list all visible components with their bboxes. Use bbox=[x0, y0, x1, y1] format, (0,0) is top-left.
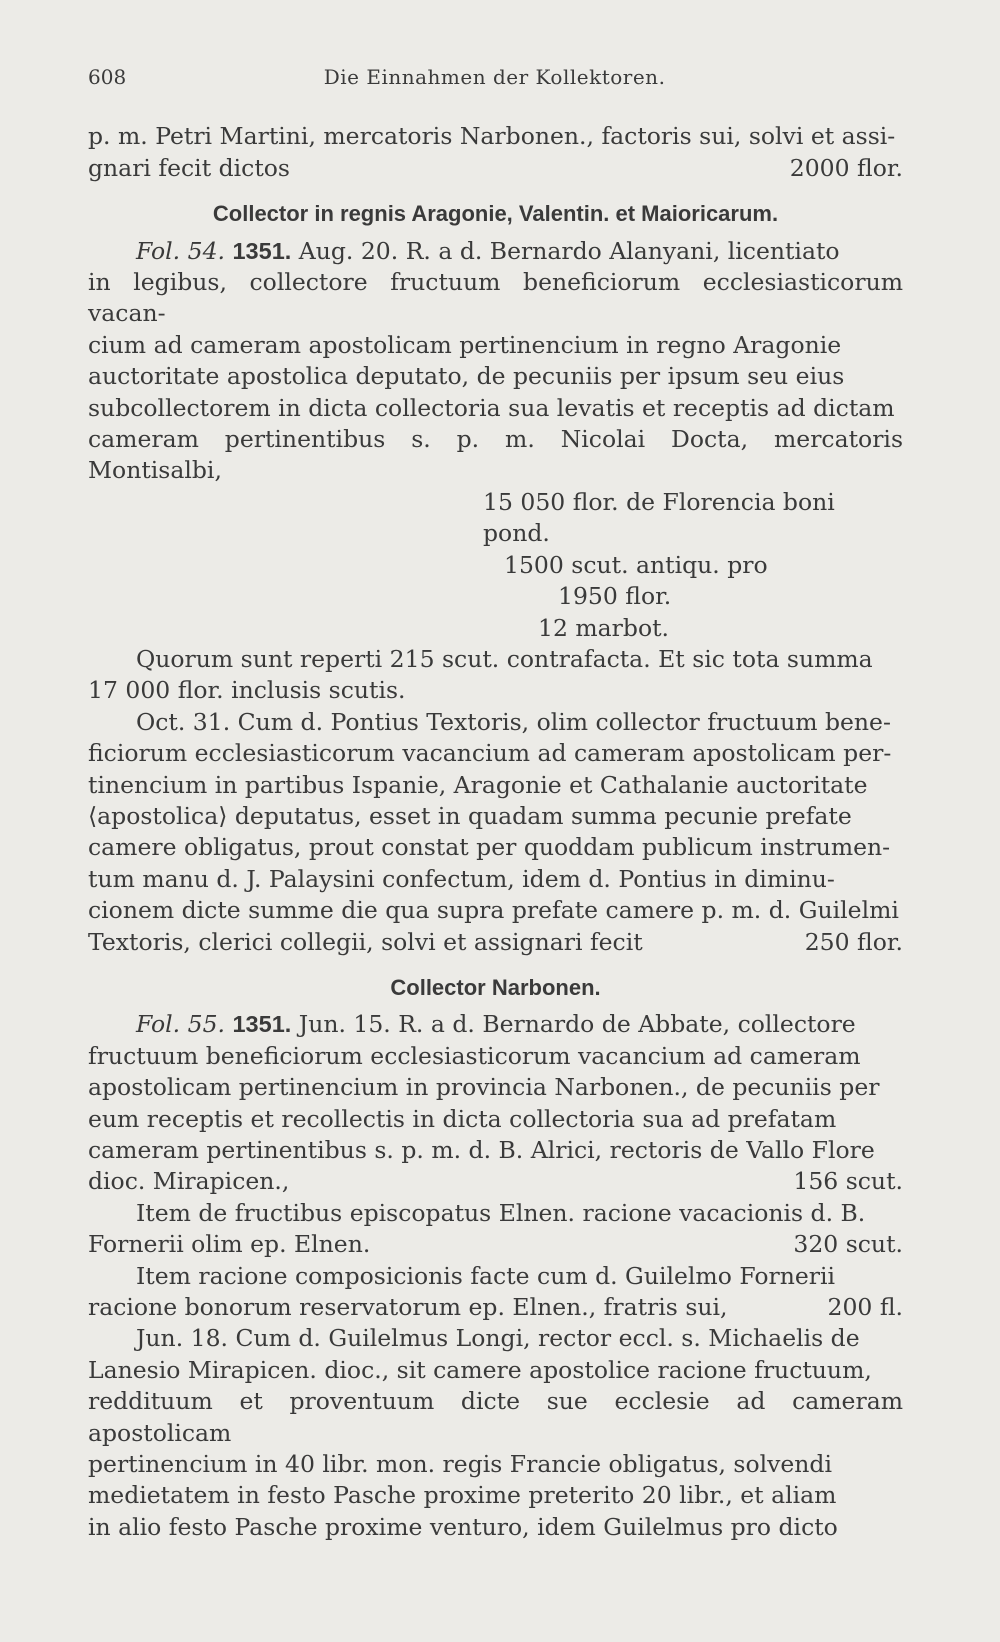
text-line: Item racione composicionis facte cum d. Guilelmo Fornerii bbox=[136, 1261, 836, 1290]
intro-line: p. m. Petri Martini, mercatoris Narbonen., factoris sui, solvi et assi- bbox=[88, 122, 896, 151]
sum-row: Textoris, clerici collegii, solvi et assignari fecit 250 flor. bbox=[88, 927, 903, 958]
text-line: 17 000 flor. inclusis scutis. bbox=[88, 676, 406, 705]
text-line: Lanesio Mirapicen. dioc., sit camere apostolice racione fructuum, bbox=[88, 1355, 872, 1384]
sum-line: 15 050 flor. de Florencia boni pond. bbox=[483, 487, 835, 548]
amount: 320 scut. bbox=[793, 1230, 903, 1259]
amount: 2000 flor. bbox=[789, 153, 903, 182]
text-line: ⟨apostolica⟩ deputatus, esset in quadam summa pecunie prefate bbox=[88, 801, 852, 830]
sum-row: Fornerii olim ep. Elnen. 320 scut. bbox=[88, 1229, 903, 1260]
text-line: tinencium in partibus Ispanie, Aragonie et Cathalanie auctoritate bbox=[88, 770, 868, 799]
page-header bbox=[88, 62, 903, 93]
text-line: medietatem in festo Pasche proxime preterito 20 libr., et aliam bbox=[88, 1481, 837, 1510]
text-line: Jun. 18. Cum d. Guilelmus Longi, rector eccl. s. Michaelis de bbox=[136, 1324, 860, 1353]
text-line: Item de fructibus episcopatus Elnen. racione vacacionis d. B. bbox=[136, 1198, 866, 1227]
text-line: cionem dicte summe die qua supra prefate camere p. m. d. Guilelmi bbox=[88, 896, 899, 925]
amount: 250 flor. bbox=[804, 927, 903, 956]
amount: 200 fl. bbox=[827, 1293, 903, 1322]
text-line: subcollectorem in dicta collectoria sua levatis et receptis ad dictam bbox=[88, 393, 895, 422]
text-line: cameram pertinentibus s. p. m. Nicolai Docta, mercatoris Montisalbi, bbox=[88, 425, 903, 485]
section-heading-aragonie: Collector in regnis Aragonie, Valentin. et Maioricarum. bbox=[212, 201, 779, 227]
text-line: apostolicam pertinencium in provincia Narbonen., de pecuniis per bbox=[88, 1073, 880, 1102]
text-line: cium ad cameram apostolicam pertinencium in regno Aragonie bbox=[88, 330, 842, 359]
text-line: pertinencium in 40 libr. mon. regis Francie obligatus, solvendi bbox=[88, 1450, 832, 1479]
sum-line: 12 marbot. bbox=[538, 613, 670, 642]
amount: 156 scut. bbox=[793, 1167, 903, 1196]
folio-ref: Fol. 55. bbox=[136, 1010, 225, 1039]
text-line: Oct. 31. Cum d. Pontius Textoris, olim collector fructuum bene- bbox=[136, 707, 891, 736]
sum-row: dioc. Mirapicen., 156 scut. bbox=[88, 1166, 903, 1197]
section-heading-narbonen: Collector Narbonen. bbox=[390, 974, 601, 1000]
page-content bbox=[88, 62, 903, 1543]
sum-line: 1950 flor. bbox=[558, 582, 672, 611]
text-line: tum manu d. J. Palaysini confectum, idem d. Pontius in diminu- bbox=[88, 864, 835, 893]
page-number: 608 bbox=[88, 65, 127, 89]
intro-sum-line: gnari fecit dictos 2000 flor. bbox=[88, 153, 903, 184]
text-line: fructuum beneficiorum ecclesiasticorum vacancium ad cameram bbox=[88, 1041, 861, 1070]
text-line: auctoritate apostolica deputato, de pecuniis per ipsum seu eius bbox=[88, 362, 845, 391]
text-line: Quorum sunt reperti 215 scut. contrafacta. Et sic tota summa bbox=[136, 644, 873, 673]
sum-row: racione bonorum reservatorum ep. Elnen., fratris sui, 200 fl. bbox=[88, 1292, 903, 1323]
text-line: cameram pertinentibus s. p. m. d. B. Alrici, rectoris de Vallo Flore bbox=[88, 1136, 875, 1164]
folio-ref: Fol. 54. bbox=[136, 236, 225, 265]
running-title: Die Einnahmen der Kollektoren. bbox=[323, 65, 666, 89]
text-line: in alio festo Pasche proxime venturo, idem Guilelmus pro dicto bbox=[88, 1512, 838, 1541]
text-line: camere obligatus, prout constat per quoddam publicum instrumen- bbox=[88, 833, 891, 862]
text-line: eum receptis et recollectis in dicta collectoria sua ad prefatam bbox=[88, 1104, 837, 1133]
year: 1351. bbox=[232, 237, 292, 264]
text-line: reddituum et proventuum dicte sue ecclesie ad cameram apostolicam bbox=[88, 1387, 903, 1447]
entry-first-line: Fol. 54. 1351. Aug. 20. R. a d. Bernardo Alanyani, licentiato bbox=[136, 236, 840, 265]
text-line: in legibus, collectore fructuum beneficiorum ecclesiasticorum vacan- bbox=[88, 268, 903, 328]
text-line: ficiorum ecclesiasticorum vacancium ad cameram apostolicam per- bbox=[88, 739, 892, 768]
entry-first-line: Fol. 55. 1351. Jun. 15. R. a d. Bernardo de Abbate, collectore bbox=[136, 1010, 856, 1039]
year: 1351. bbox=[232, 1011, 292, 1038]
sum-line: 1500 scut. antiqu. pro bbox=[504, 550, 768, 579]
